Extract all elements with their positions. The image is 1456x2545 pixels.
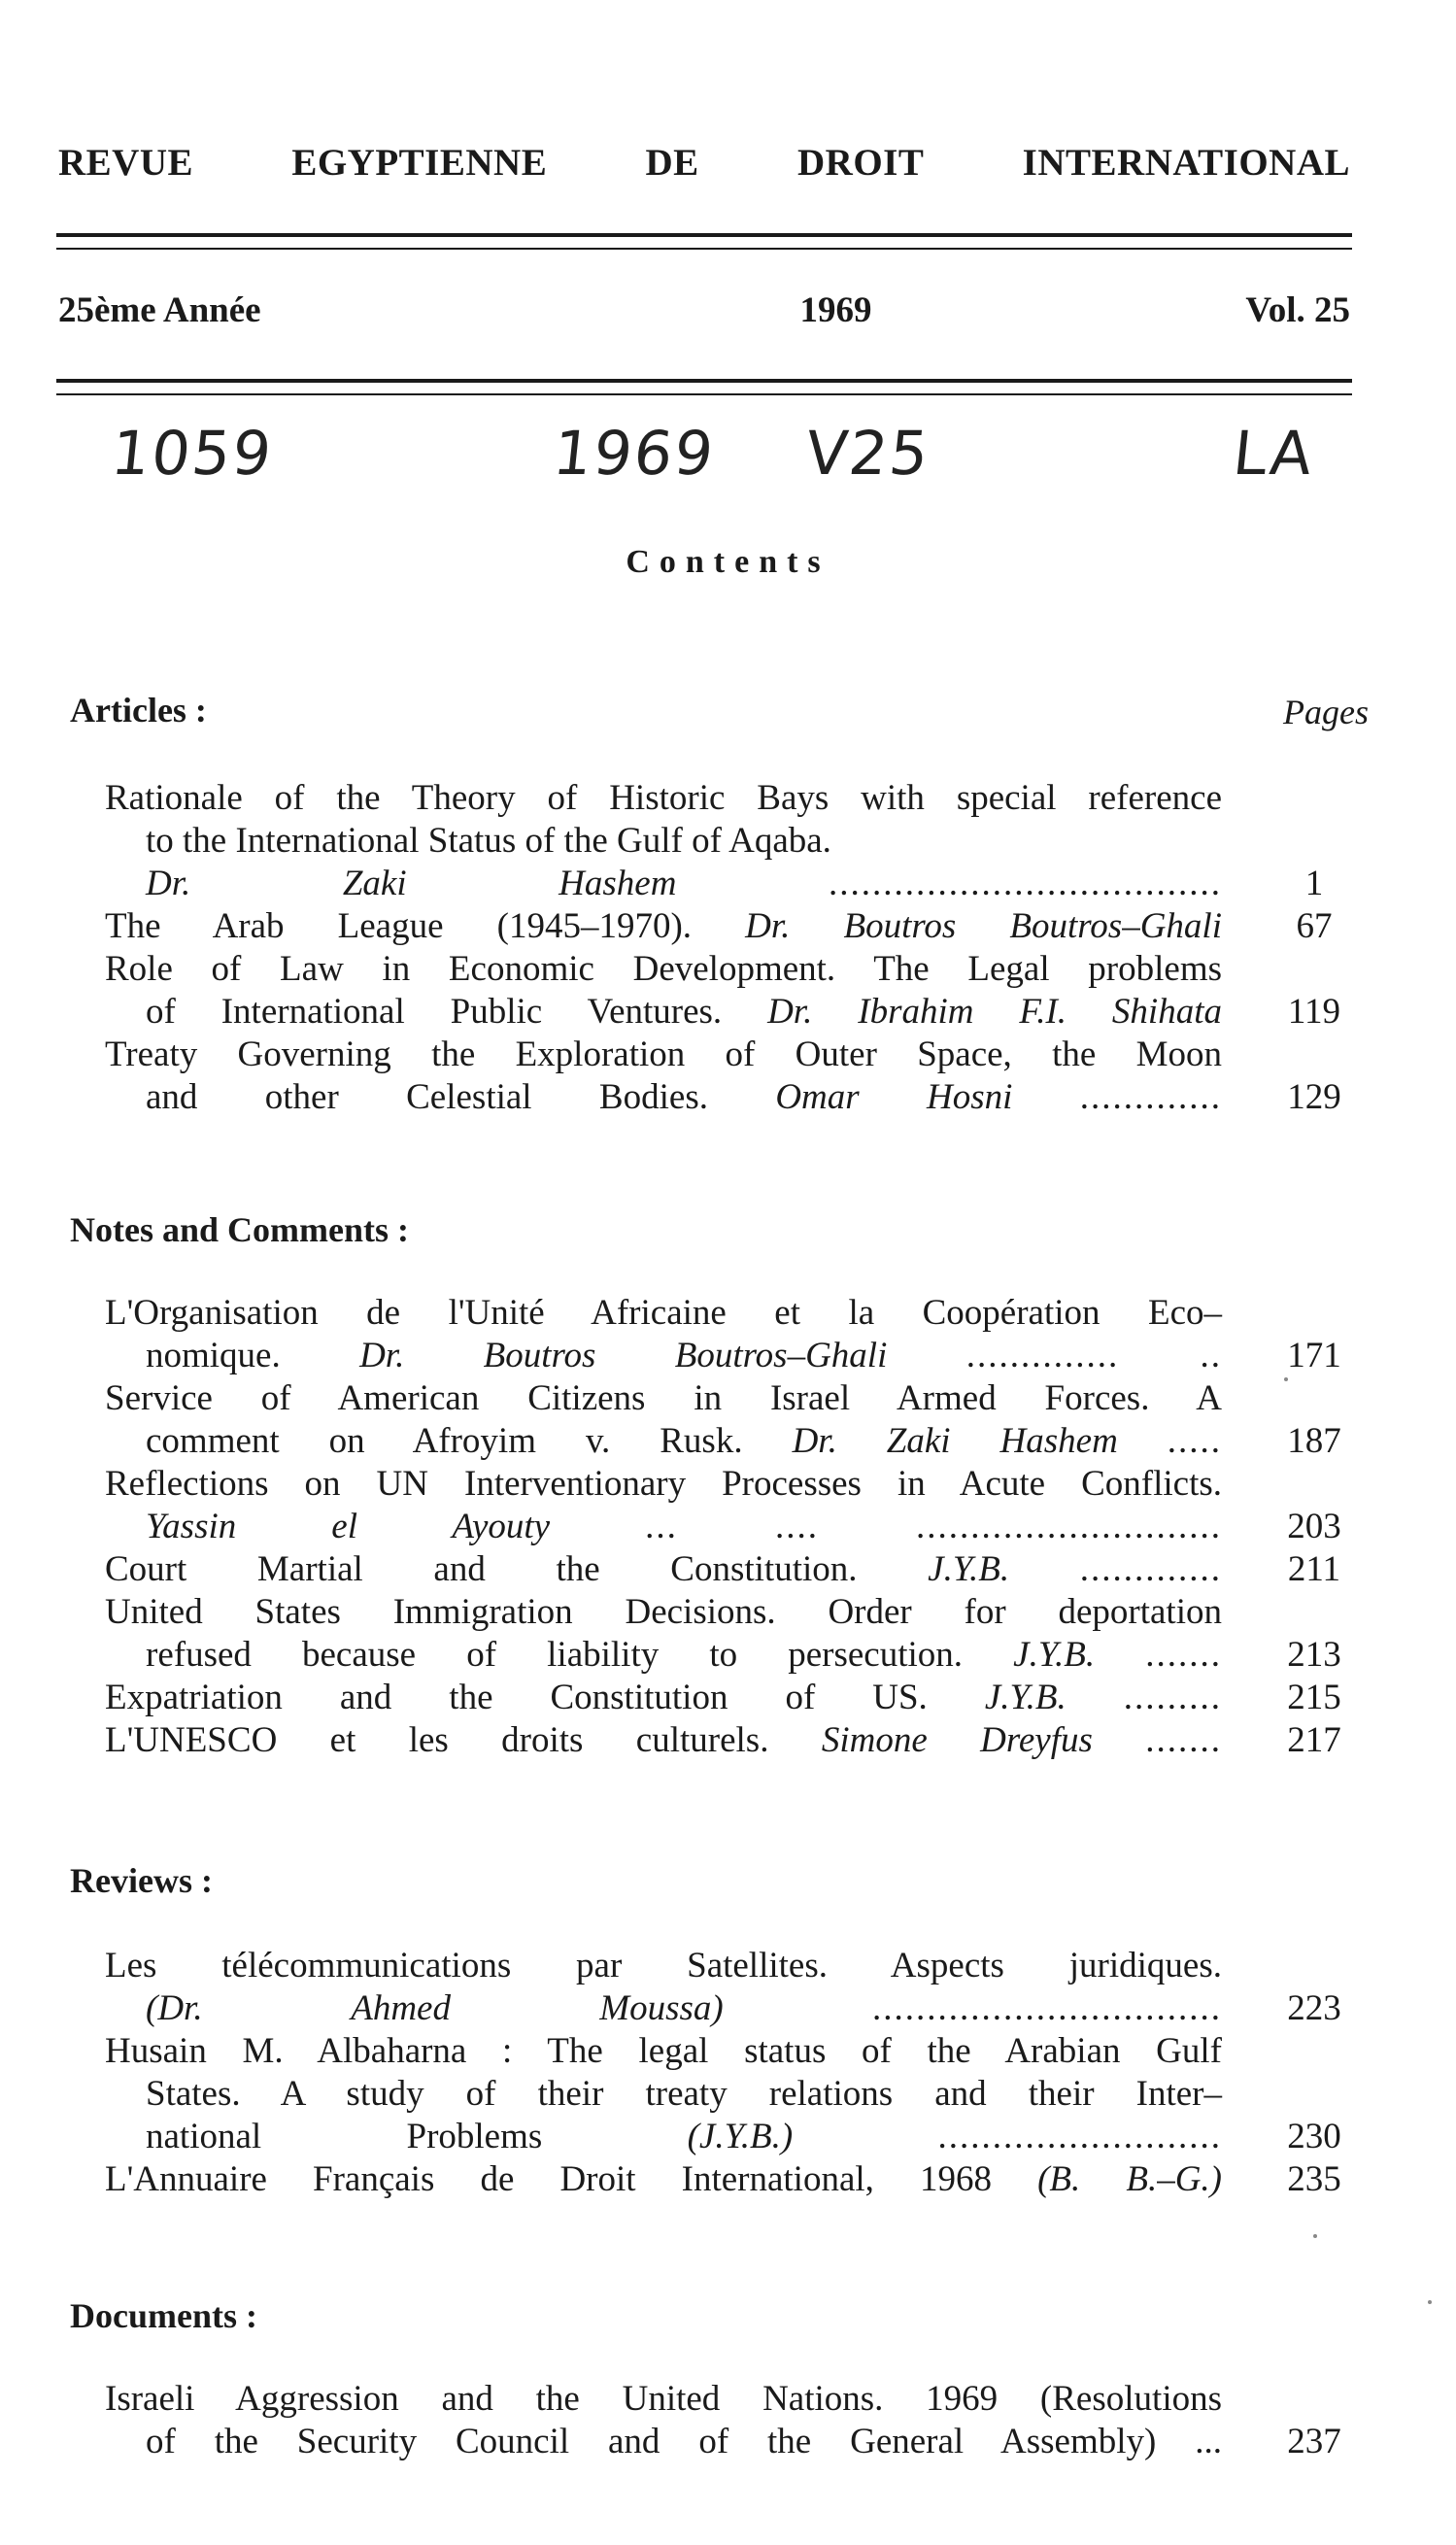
entry-byline — [105, 1420, 1222, 1463]
section-heading-documents: Documents : — [70, 2296, 257, 2335]
section-heading-articles: Articles : — [70, 691, 207, 730]
entry-byline — [105, 905, 1222, 948]
page-number: 67 — [1296, 906, 1333, 946]
issue-line — [58, 289, 1350, 331]
entry-author: J.Y.B. — [928, 1549, 1010, 1589]
leader-dots: ... .... ............................ — [645, 1507, 1223, 1546]
entry-title: of the Security Council and of the General Assembly) ... — [146, 2422, 1222, 2461]
entry-author: Yassin el Ayouty — [146, 1507, 551, 1546]
entry-author: Omar Hosni — [775, 1077, 1013, 1117]
entry-title: comment on Afroyim v. Rusk. — [146, 1421, 743, 1461]
scan-speck — [1428, 2300, 1432, 2304]
section-heading-reviews: Reviews : — [70, 1861, 213, 1900]
toc-entry — [105, 1463, 1368, 1548]
title-word: DROIT — [797, 142, 925, 184]
entry-author: Dr. Boutros Boutros–Ghali — [359, 1336, 888, 1375]
page-number: 187 — [1287, 1421, 1341, 1461]
toc-entry — [105, 1677, 1368, 1719]
volume-label: Vol. 25 — [1245, 290, 1350, 330]
entry-author: (Dr. Ahmed Moussa) — [146, 1988, 724, 2028]
title-word: INTERNATIONAL — [1022, 142, 1350, 184]
top-divider — [56, 233, 1352, 250]
handwritten-note: V25 — [802, 418, 934, 489]
entry-title: Role of Law in Economic Development. The Legal problems — [105, 949, 1222, 989]
leader-dots: ....... — [1145, 1720, 1222, 1760]
entry-byline — [105, 1335, 1222, 1377]
entry-author: J.Y.B. — [1013, 1635, 1096, 1675]
entry-title: and other Celestial Bodies. — [146, 1077, 708, 1117]
entry-title: Husain M. Albaharna : The legal status of the Arabian Gulf — [105, 2031, 1222, 2071]
page-number: 1 — [1304, 864, 1324, 903]
entry-title: Rationale of the Theory of Historic Bays with special reference — [105, 778, 1222, 818]
toc-entry — [105, 1377, 1368, 1463]
entry-author: Dr. Ibrahim F.I. Shihata — [767, 992, 1222, 1032]
entry-title: of International Public Ventures. — [146, 992, 723, 1032]
toc-entry — [105, 905, 1368, 948]
entry-title: to the International Status of the Gulf of Aqaba. — [146, 821, 831, 861]
entry-byline — [105, 1506, 1222, 1548]
title-word: REVUE — [58, 142, 194, 184]
entry-title: States. A study of their treaty relations and their Inter– — [146, 2074, 1222, 2114]
title-word: EGYPTIENNE — [291, 142, 548, 184]
leader-dots: .................................... — [829, 864, 1222, 903]
leader-dots: ............. — [1079, 1549, 1222, 1589]
entry-byline — [105, 863, 1222, 905]
toc-entry — [105, 2158, 1368, 2201]
entry-title: L'Annuaire Français de Droit International, 1968 — [105, 2159, 992, 2199]
handwritten-note: 1059 — [108, 418, 277, 489]
toc-entry — [105, 1548, 1368, 1591]
entry-author: Dr. Zaki Hashem — [792, 1421, 1118, 1461]
contents-heading: Contents — [626, 544, 830, 580]
entry-byline — [105, 1987, 1222, 2030]
entry-author: (B. B.–G.) — [1037, 2159, 1222, 2199]
page-number: 129 — [1287, 1077, 1341, 1117]
entry-author: Dr. Boutros Boutros–Ghali — [745, 906, 1222, 946]
page-number: 215 — [1287, 1678, 1341, 1717]
page-number: 171 — [1287, 1336, 1341, 1375]
entry-title: Court Martial and the Constitution. — [105, 1549, 858, 1589]
toc-entry — [105, 1719, 1368, 1762]
page-number: 223 — [1287, 1988, 1341, 2028]
entry-title: nomique. — [146, 1336, 281, 1375]
year-label: 25ème Année — [58, 290, 261, 330]
issue-year: 1969 — [799, 290, 872, 330]
handwritten-note: LA — [1230, 418, 1318, 489]
page-number: 235 — [1287, 2159, 1341, 2199]
page-number: 213 — [1287, 1635, 1341, 1675]
scan-speck — [1313, 2234, 1317, 2238]
leader-dots: ................................ — [872, 1988, 1222, 2028]
leader-dots: ....... — [1145, 1635, 1223, 1675]
scan-speck — [1284, 1377, 1288, 1381]
page-number: 203 — [1287, 1507, 1341, 1546]
entry-author: Dr. Zaki Hashem — [146, 864, 677, 903]
toc-entry — [105, 2030, 1368, 2158]
pages-label: Pages — [1283, 693, 1369, 731]
entry-title: Reflections on UN Interventionary Processes in Acute Conflicts. — [105, 1464, 1222, 1504]
entry-author: Simone Dreyfus — [821, 1720, 1093, 1760]
entry-byline — [105, 2116, 1222, 2158]
page-number: 119 — [1287, 992, 1341, 1032]
entry-title: national Problems — [146, 2117, 543, 2156]
toc-entry — [105, 948, 1368, 1034]
entry-title: Les télécommunications par Satellites. Aspects juridiques. — [105, 1946, 1222, 1985]
toc-entry — [105, 1292, 1368, 1377]
entry-author: J.Y.B. — [984, 1678, 1067, 1717]
page-number: 237 — [1287, 2422, 1341, 2461]
journal-title — [58, 141, 1350, 185]
entry-title: Israeli Aggression and the United Nations. 1969 (Resolutions — [105, 2379, 1222, 2419]
page-number: 217 — [1287, 1720, 1341, 1760]
entry-byline — [105, 1719, 1222, 1762]
entry-byline — [105, 1677, 1222, 1719]
entry-byline — [105, 1076, 1222, 1119]
entry-title: L'UNESCO et les droits culturels. — [105, 1720, 769, 1760]
toc-entry — [105, 2378, 1368, 2463]
page-number: 230 — [1287, 2117, 1341, 2156]
toc-entry — [105, 1034, 1368, 1119]
leader-dots: ..... — [1167, 1421, 1223, 1461]
title-word: DE — [645, 142, 699, 184]
entry-byline — [105, 1634, 1222, 1677]
entry-title: L'Organisation de l'Unité Africaine et la Coopération Eco– — [105, 1293, 1222, 1333]
toc-entry — [105, 1591, 1368, 1677]
leader-dots: .............. .. — [965, 1336, 1223, 1375]
toc-entry — [105, 1945, 1368, 2030]
page-number: 211 — [1287, 1549, 1341, 1589]
section-heading-notes: Notes and Comments : — [70, 1210, 409, 1249]
handwritten-note: 1969 — [550, 418, 719, 489]
entry-title: refused because of liability to persecution. — [146, 1635, 964, 1675]
toc-entry — [105, 777, 1368, 905]
entry-title: Treaty Governing the Exploration of Outer Space, the Moon — [105, 1035, 1222, 1074]
leader-dots: ............. — [1079, 1077, 1222, 1117]
entry-title: The Arab League (1945–1970). — [105, 906, 693, 946]
entry-title: Expatriation and the Constitution of US. — [105, 1678, 928, 1717]
issue-divider — [56, 379, 1352, 395]
entry-byline — [105, 2158, 1222, 2201]
entry-title: Service of American Citizens in Israel Armed Forces. A — [105, 1378, 1222, 1418]
leader-dots: .......................... — [937, 2117, 1223, 2156]
entry-byline — [105, 1548, 1222, 1591]
entry-title: United States Immigration Decisions. Order for deportation — [105, 1592, 1222, 1632]
entry-author: (J.Y.B.) — [687, 2117, 794, 2156]
leader-dots: ......... — [1123, 1678, 1223, 1717]
entry-byline — [105, 991, 1222, 1034]
